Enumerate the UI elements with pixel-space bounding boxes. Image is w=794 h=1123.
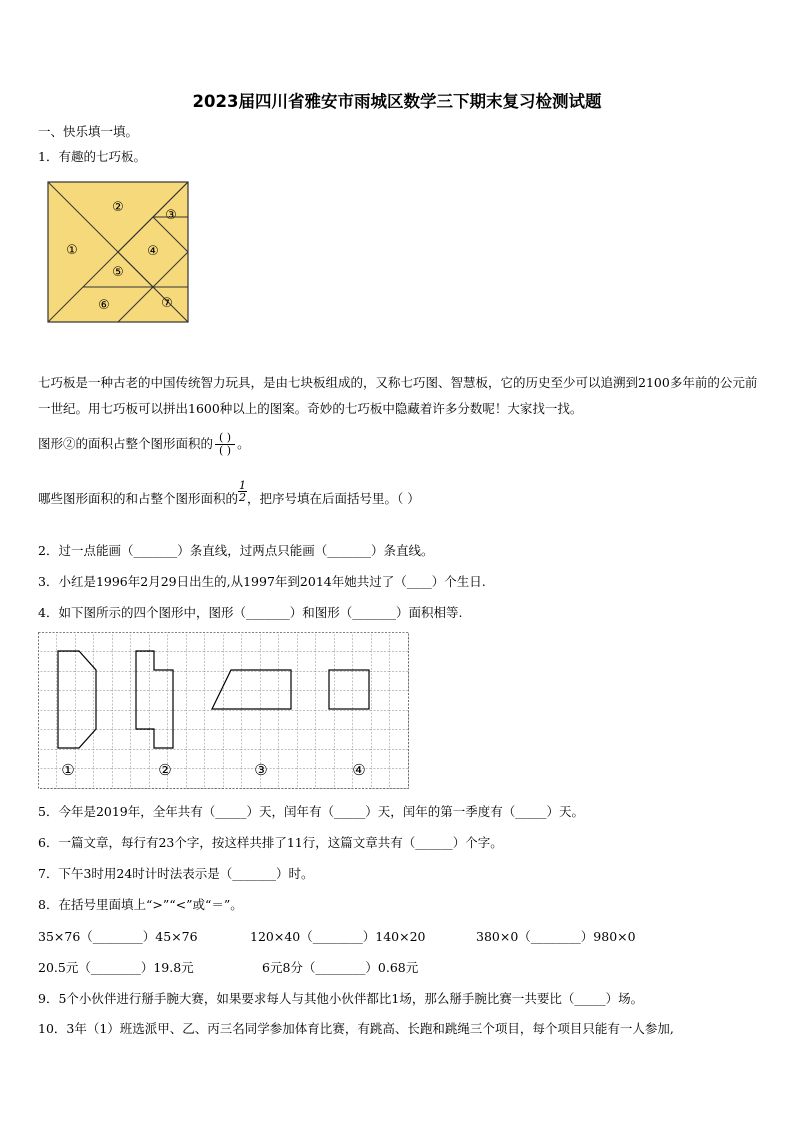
question-10: 10．3年（1）班选派甲、乙、丙三名同学参加体育比赛，有跳高、长跑和跳绳三个项目，每个项目只能有一人参加, bbox=[38, 1021, 674, 1036]
line-a-prefix: 图形②的面积占整个图形面积的 bbox=[38, 436, 214, 451]
question-1-line-b bbox=[38, 479, 420, 507]
question-1-heading: 1．有趣的七巧板。 bbox=[38, 149, 146, 164]
answer-fraction[interactable] bbox=[215, 432, 235, 457]
question-2: 2．过一点能画（_______）条直线，过两点只能画（_______）条直线。 bbox=[38, 543, 434, 558]
shape-label-1: ① bbox=[61, 761, 75, 779]
line-a-suffix: 。 bbox=[237, 436, 250, 451]
compare-5[interactable]: 6元8分（________）0.68元 bbox=[262, 960, 419, 975]
question-5: 5．今年是2019年，全年共有（_____）天，闰年有（_____）天，闰年的第一季度有（_____）天。 bbox=[38, 804, 585, 819]
page-title: 2023届四川省雅安市雨城区数学三下期末复习检测试题 bbox=[192, 92, 602, 111]
question-6: 6．一篇文章，每行有23个字，按这样共排了11行，这篇文章共有（______）个字。 bbox=[38, 835, 503, 850]
piece-label-2: ② bbox=[112, 200, 124, 215]
piece-label-4: ④ bbox=[147, 244, 159, 259]
piece-label-6: ⑥ bbox=[98, 298, 110, 313]
line-b-suffix[interactable]: ，把序号填在后面括号里。（ ） bbox=[247, 491, 420, 506]
line-b-prefix: 哪些图形面积的和占整个图形面积的 bbox=[38, 491, 239, 506]
compare-1[interactable]: 35×76（________）45×76 bbox=[38, 929, 198, 944]
question-8: 8．在括号里面填上“>”“<”或“＝”。 bbox=[38, 897, 243, 912]
piece-label-7: ⑦ bbox=[161, 296, 173, 311]
question-4: 4．如下图所示的四个图形中，图形（_______）和图形（_______）面积相等. bbox=[38, 605, 463, 620]
question-9: 9．5个小伙伴进行掰手腕大赛，如果要求每人与其他小伙伴都比1场，那么掰手腕比赛一共要比（_____）场。 bbox=[38, 991, 644, 1006]
piece-label-1: ① bbox=[66, 243, 78, 258]
piece-label-3: ③ bbox=[165, 208, 177, 223]
fraction-denominator: ( ) bbox=[219, 444, 232, 457]
tangram-figure bbox=[47, 181, 191, 325]
piece-label-5: ⑤ bbox=[112, 265, 124, 280]
compare-4[interactable]: 20.5元（________）19.8元 bbox=[38, 960, 194, 975]
shape-label-3: ③ bbox=[254, 761, 268, 779]
question-3: 3．小红是1996年2月29日出生的,从1997年到2014年她共过了（____）个生日. bbox=[38, 574, 486, 589]
half-numerator: 1 bbox=[239, 479, 247, 492]
question-7: 7．下午3时用24时计时法表示是（_______）时。 bbox=[38, 866, 314, 881]
grid-figure bbox=[38, 632, 410, 790]
one-half-fraction bbox=[238, 480, 247, 503]
compare-2[interactable]: 120×40（________）140×20 bbox=[250, 929, 426, 944]
question-1-line-a bbox=[38, 432, 250, 457]
half-denominator: 2 bbox=[239, 491, 247, 504]
tangram-paragraph: 七巧板是一种古老的中国传统智力玩具，是由七块板组成的，又称七巧图、智慧板，它的历史至少可以追溯到2100多年前的公元前一世纪。用七巧板可以拼出1600种以上的图案。奇妙的七巧板中隐藏着许多分数呢！大家找一找。 bbox=[38, 375, 758, 416]
shape-label-2: ② bbox=[158, 761, 172, 779]
fraction-numerator: ( ) bbox=[215, 432, 235, 445]
compare-3[interactable]: 380×0（________）980×0 bbox=[476, 929, 636, 944]
shape-label-4: ④ bbox=[352, 761, 366, 779]
section-heading: 一、快乐填一填。 bbox=[38, 124, 139, 139]
